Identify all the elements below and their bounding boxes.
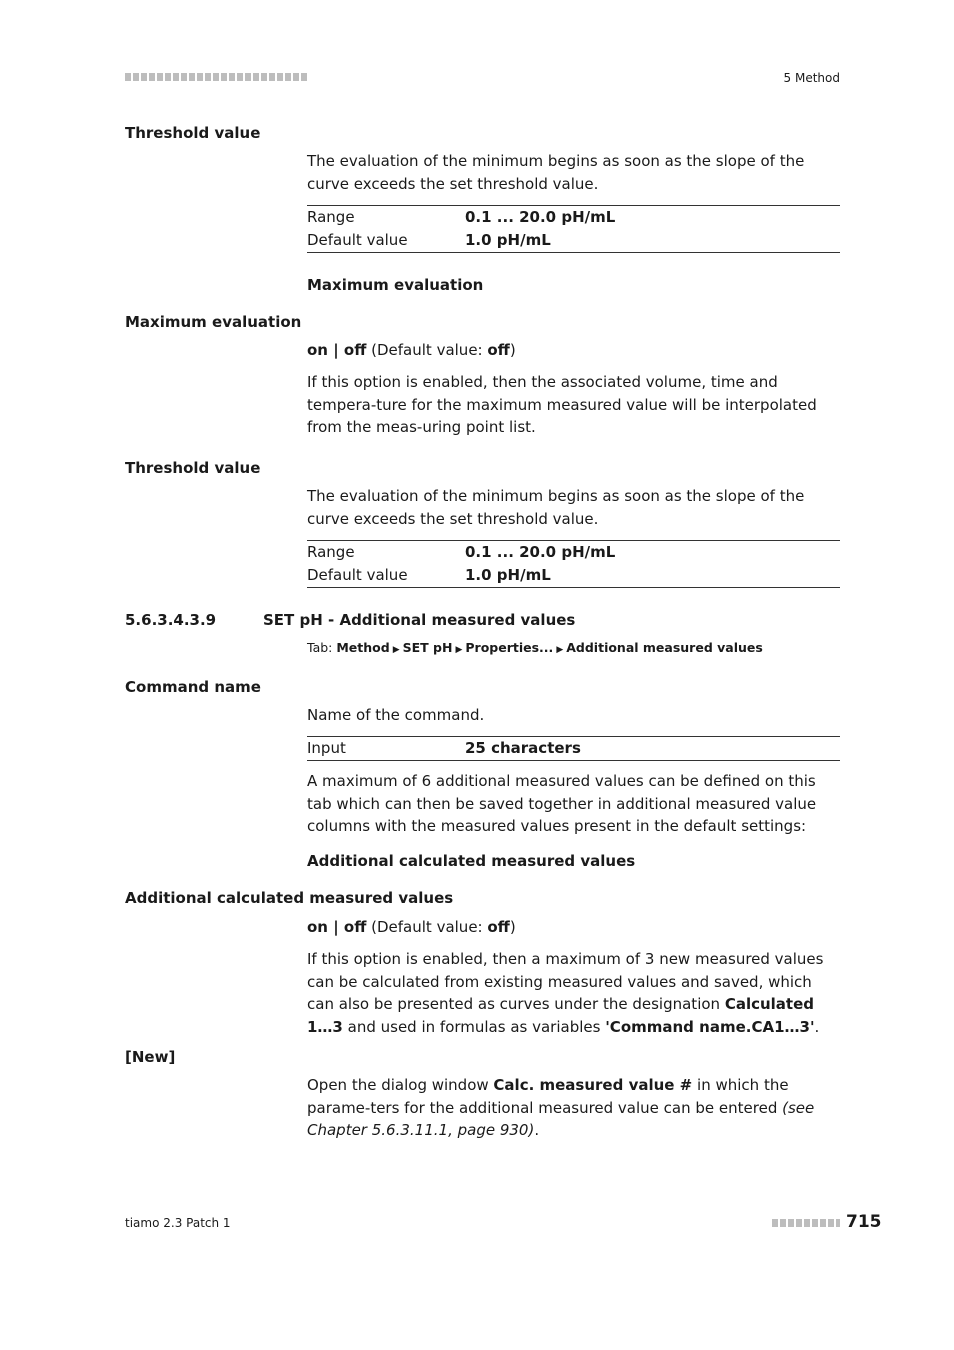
header-decoration (125, 73, 307, 81)
page-number: 715 (846, 1212, 882, 1232)
default-key: Default value (307, 231, 408, 249)
default-prefix: (Default value: (366, 341, 488, 359)
range-value: 0.1 ... 20.0 pH/mL (465, 543, 616, 561)
threshold-text-2: The evaluation of the minimum begins as soon as the slope of the curve exceeds the set threshold value. (307, 487, 805, 528)
command-input-table (307, 736, 840, 761)
command-name-text: Name of the command. (307, 706, 485, 724)
arrow-right-icon: ▶ (556, 645, 564, 655)
default-suffix: ) (509, 341, 516, 359)
default-value: 1.0 pH/mL (465, 566, 551, 584)
dialog-name: Calc. measured value # (493, 1076, 693, 1094)
max-eval-subheading: Maximum evaluation (307, 276, 484, 294)
new-text-3: . (534, 1121, 540, 1139)
command-note: A maximum of 6 additional measured values can be defined on this tab which can then be saved together in additional measured value columns with the measured values present in the default settings: (307, 772, 817, 835)
tab-path-method: Method (336, 640, 390, 655)
input-value: 25 characters (465, 739, 581, 757)
variable-name: 'Command name.CA1…3' (605, 1017, 815, 1036)
section-title: SET pH - Additional measured values (263, 611, 576, 629)
new-button-text (307, 1074, 841, 1142)
default-prefix: (Default value: (366, 918, 488, 936)
max-eval-onoff (307, 339, 841, 362)
threshold-label-1: Threshold value (125, 124, 261, 142)
tab-path-setph: SET pH (402, 640, 453, 655)
new-button-label: [New] (125, 1048, 176, 1066)
calculated-designation: Calculated 1…3 (307, 995, 814, 1036)
range-value: 0.1 ... 20.0 pH/mL (465, 208, 616, 226)
arrow-right-icon: ▶ (392, 645, 400, 655)
max-eval-label: Maximum evaluation (125, 313, 302, 331)
default-off: off (487, 341, 510, 359)
range-key: Range (307, 208, 355, 226)
footer-product: tiamo 2.3 Patch 1 (125, 1216, 231, 1230)
chapter-reference-link[interactable]: (see Chapter 5.6.3.11.1, page 930) (307, 1098, 815, 1139)
onoff-options: on | off (307, 341, 367, 359)
tab-prefix: Tab: (307, 640, 337, 655)
add-calc-label: Additional calculated measured values (125, 889, 454, 907)
arrow-right-icon: ▶ (455, 645, 463, 655)
header-chapter: 5 Method (783, 71, 840, 85)
add-calc-text-2: and used in formulas as variables (342, 1017, 606, 1036)
new-text-2: in which the parame-ters for the additional measured value can be entered (307, 1076, 789, 1117)
section-heading (125, 611, 575, 629)
tab-path-properties: Properties... (465, 640, 554, 655)
threshold-table-2 (307, 540, 840, 588)
onoff-options: on | off (307, 918, 367, 936)
default-suffix: ) (509, 918, 516, 936)
command-name-label: Command name (125, 678, 261, 696)
add-calc-onoff (307, 916, 841, 939)
add-calc-text-3: . (814, 1017, 820, 1036)
max-eval-text: If this option is enabled, then the associated volume, time and tempera-ture for the maximum measured value will be interpolated from the meas-uring point list. (307, 373, 817, 436)
tab-path-additional: Additional measured values (566, 640, 763, 655)
footer-decoration (772, 1219, 840, 1227)
input-key: Input (307, 739, 346, 757)
threshold-table-1 (307, 205, 840, 253)
default-off: off (487, 918, 510, 936)
tab-path (307, 640, 763, 655)
threshold-label-2: Threshold value (125, 459, 261, 477)
threshold-text-1: The evaluation of the minimum begins as soon as the slope of the curve exceeds the set threshold value. (307, 152, 805, 193)
default-key: Default value (307, 566, 408, 584)
add-calc-text (307, 948, 841, 1038)
section-number: 5.6.3.4.3.9 (125, 611, 217, 629)
range-key: Range (307, 543, 355, 561)
add-calc-text-1: If this option is enabled, then a maximum of 3 new measured values can be calculated from existing measured values and saved, which can also be presented as curves under the designation (307, 950, 824, 1013)
add-calc-subheading: Additional calculated measured values (307, 852, 636, 870)
default-value: 1.0 pH/mL (465, 231, 551, 249)
new-text-1: Open the dialog window (307, 1076, 494, 1094)
